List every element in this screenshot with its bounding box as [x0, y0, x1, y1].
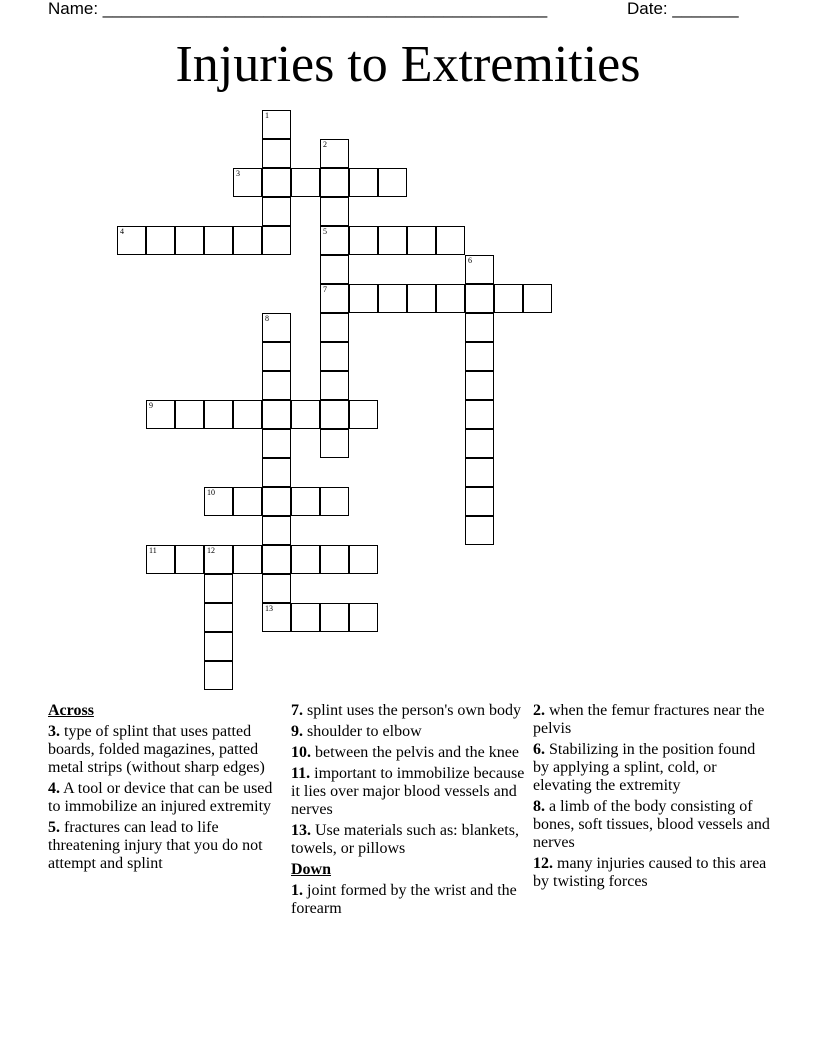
crossword-cell[interactable] — [204, 632, 233, 661]
clue-across-11: 11. important to immobilize because it lies over major blood vessels and nerves — [291, 765, 525, 818]
crossword-cell[interactable] — [175, 226, 204, 255]
crossword-cell[interactable] — [262, 168, 291, 197]
crossword-cell[interactable] — [262, 197, 291, 226]
crossword-cell[interactable] — [204, 574, 233, 603]
crossword-cell[interactable] — [523, 284, 552, 313]
crossword-cell[interactable] — [320, 226, 349, 255]
crossword-cell[interactable] — [233, 400, 262, 429]
clue-number: 10 — [207, 488, 215, 497]
clues-column-2 — [291, 702, 527, 921]
crossword-cell[interactable] — [349, 400, 378, 429]
crossword-cell[interactable] — [349, 168, 378, 197]
crossword-cell[interactable] — [320, 139, 349, 168]
clue-number: 4 — [120, 227, 124, 236]
crossword-cell[interactable] — [146, 400, 175, 429]
clue-down-1: 1. joint formed by the wrist and the forearm — [291, 882, 517, 917]
crossword-cell[interactable] — [378, 168, 407, 197]
crossword-cell[interactable] — [465, 371, 494, 400]
crossword-cell[interactable] — [204, 226, 233, 255]
crossword-cell[interactable] — [291, 487, 320, 516]
crossword-cell[interactable] — [320, 603, 349, 632]
crossword-cell[interactable] — [175, 400, 204, 429]
crossword-cell[interactable] — [233, 168, 262, 197]
crossword-cell[interactable] — [233, 226, 262, 255]
clue-number: 3 — [236, 169, 240, 178]
clue-across-4: 4. A tool or device that can be used to immobilize an injured extremity — [48, 780, 273, 815]
clues-column-1 — [48, 702, 278, 876]
clue-down-2: 2. when the femur fractures near the pelvis — [533, 702, 765, 737]
down-heading: Down — [291, 861, 332, 878]
crossword-cell[interactable] — [349, 545, 378, 574]
clue-number: 8 — [265, 314, 269, 323]
crossword-cell[interactable] — [465, 255, 494, 284]
crossword-cell[interactable] — [291, 603, 320, 632]
crossword-cell[interactable] — [320, 429, 349, 458]
clue-down-6: 6. Stabilizing in the position found by applying a splint, cold, or elevating the extremity — [533, 741, 756, 794]
clue-across-9: 9. shoulder to elbow — [291, 723, 422, 740]
crossword-cell[interactable] — [291, 545, 320, 574]
crossword-cell[interactable] — [465, 342, 494, 371]
crossword-cell[interactable] — [465, 516, 494, 545]
clue-down-12: 12. many injuries caused to this area by twisting forces — [533, 855, 767, 890]
crossword-cell[interactable] — [320, 371, 349, 400]
crossword-cell[interactable] — [465, 487, 494, 516]
crossword-cell[interactable] — [262, 342, 291, 371]
crossword-cell[interactable] — [436, 284, 465, 313]
crossword-cell[interactable] — [204, 603, 233, 632]
crossword-cell[interactable] — [262, 458, 291, 487]
clue-number: 13 — [265, 604, 273, 613]
crossword-cell[interactable] — [465, 284, 494, 313]
crossword-cell[interactable] — [262, 313, 291, 342]
crossword-cell[interactable] — [175, 545, 204, 574]
crossword-cell[interactable] — [320, 545, 349, 574]
crossword-cell[interactable] — [262, 400, 291, 429]
clues-column-3 — [533, 702, 773, 894]
crossword-cell[interactable] — [146, 226, 175, 255]
clue-number: 2 — [323, 140, 327, 149]
crossword-cell[interactable] — [436, 226, 465, 255]
crossword-cell[interactable] — [349, 284, 378, 313]
crossword-cell[interactable] — [407, 284, 436, 313]
clue-across-5: 5. fractures can lead to life threatening injury that you do not attempt and splint — [48, 819, 263, 872]
crossword-cell[interactable] — [262, 139, 291, 168]
crossword-cell[interactable] — [407, 226, 436, 255]
crossword-cell[interactable] — [320, 342, 349, 371]
date-field: Date: _______ — [627, 0, 739, 18]
crossword-cell[interactable] — [465, 429, 494, 458]
page-title: Injuries to Extremities — [175, 36, 641, 93]
crossword-cell[interactable] — [320, 168, 349, 197]
crossword-cell[interactable] — [262, 371, 291, 400]
clue-number: 1 — [265, 111, 269, 120]
crossword-cell[interactable] — [262, 545, 291, 574]
clue-across-3: 3. type of splint that uses patted boards, folded magazines, patted metal strips (without sharp edges) — [48, 723, 265, 776]
crossword-cell[interactable] — [320, 197, 349, 226]
crossword-cell[interactable] — [262, 429, 291, 458]
crossword-cell[interactable] — [349, 226, 378, 255]
clue-across-7: 7. splint uses the person's own body — [291, 702, 521, 719]
crossword-cell[interactable] — [262, 603, 291, 632]
crossword-cell[interactable] — [320, 255, 349, 284]
clue-down-8: 8. a limb of the body consisting of bones, soft tissues, blood vessels and nerves — [533, 798, 770, 851]
crossword-cell[interactable] — [233, 487, 262, 516]
crossword-cell[interactable] — [204, 487, 233, 516]
crossword-cell[interactable] — [262, 574, 291, 603]
crossword-cell[interactable] — [262, 516, 291, 545]
crossword-cell[interactable] — [320, 284, 349, 313]
crossword-cell[interactable] — [146, 545, 175, 574]
name-field: Name: _______________________________________________ — [48, 0, 548, 18]
crossword-cell[interactable] — [233, 545, 262, 574]
clue-number: 5 — [323, 227, 327, 236]
across-heading: Across — [48, 702, 94, 719]
crossword-cell[interactable] — [262, 110, 291, 139]
clue-across-13: 13. Use materials such as: blankets, towels, or pillows — [291, 822, 519, 857]
crossword-cell[interactable] — [349, 603, 378, 632]
crossword-cell[interactable] — [320, 487, 349, 516]
crossword-cell[interactable] — [320, 313, 349, 342]
clue-number: 12 — [207, 546, 215, 555]
crossword-cell[interactable] — [291, 400, 320, 429]
clue-across-10: 10. between the pelvis and the knee — [291, 744, 519, 761]
crossword-cell[interactable] — [262, 226, 291, 255]
crossword-cell[interactable] — [204, 545, 233, 574]
crossword-cell[interactable] — [378, 226, 407, 255]
crossword-cell[interactable] — [204, 661, 233, 690]
clue-number: 11 — [149, 546, 157, 555]
crossword-cell[interactable] — [320, 400, 349, 429]
crossword-cell[interactable] — [465, 313, 494, 342]
crossword-cell[interactable] — [378, 284, 407, 313]
clue-number: 9 — [149, 401, 153, 410]
clue-number: 7 — [323, 285, 327, 294]
clue-number: 6 — [468, 256, 472, 265]
crossword-cell[interactable] — [117, 226, 146, 255]
crossword-cell[interactable] — [204, 400, 233, 429]
crossword-cell[interactable] — [465, 458, 494, 487]
crossword-cell[interactable] — [465, 400, 494, 429]
crossword-cell[interactable] — [262, 487, 291, 516]
crossword-cell[interactable] — [291, 168, 320, 197]
crossword-cell[interactable] — [494, 284, 523, 313]
